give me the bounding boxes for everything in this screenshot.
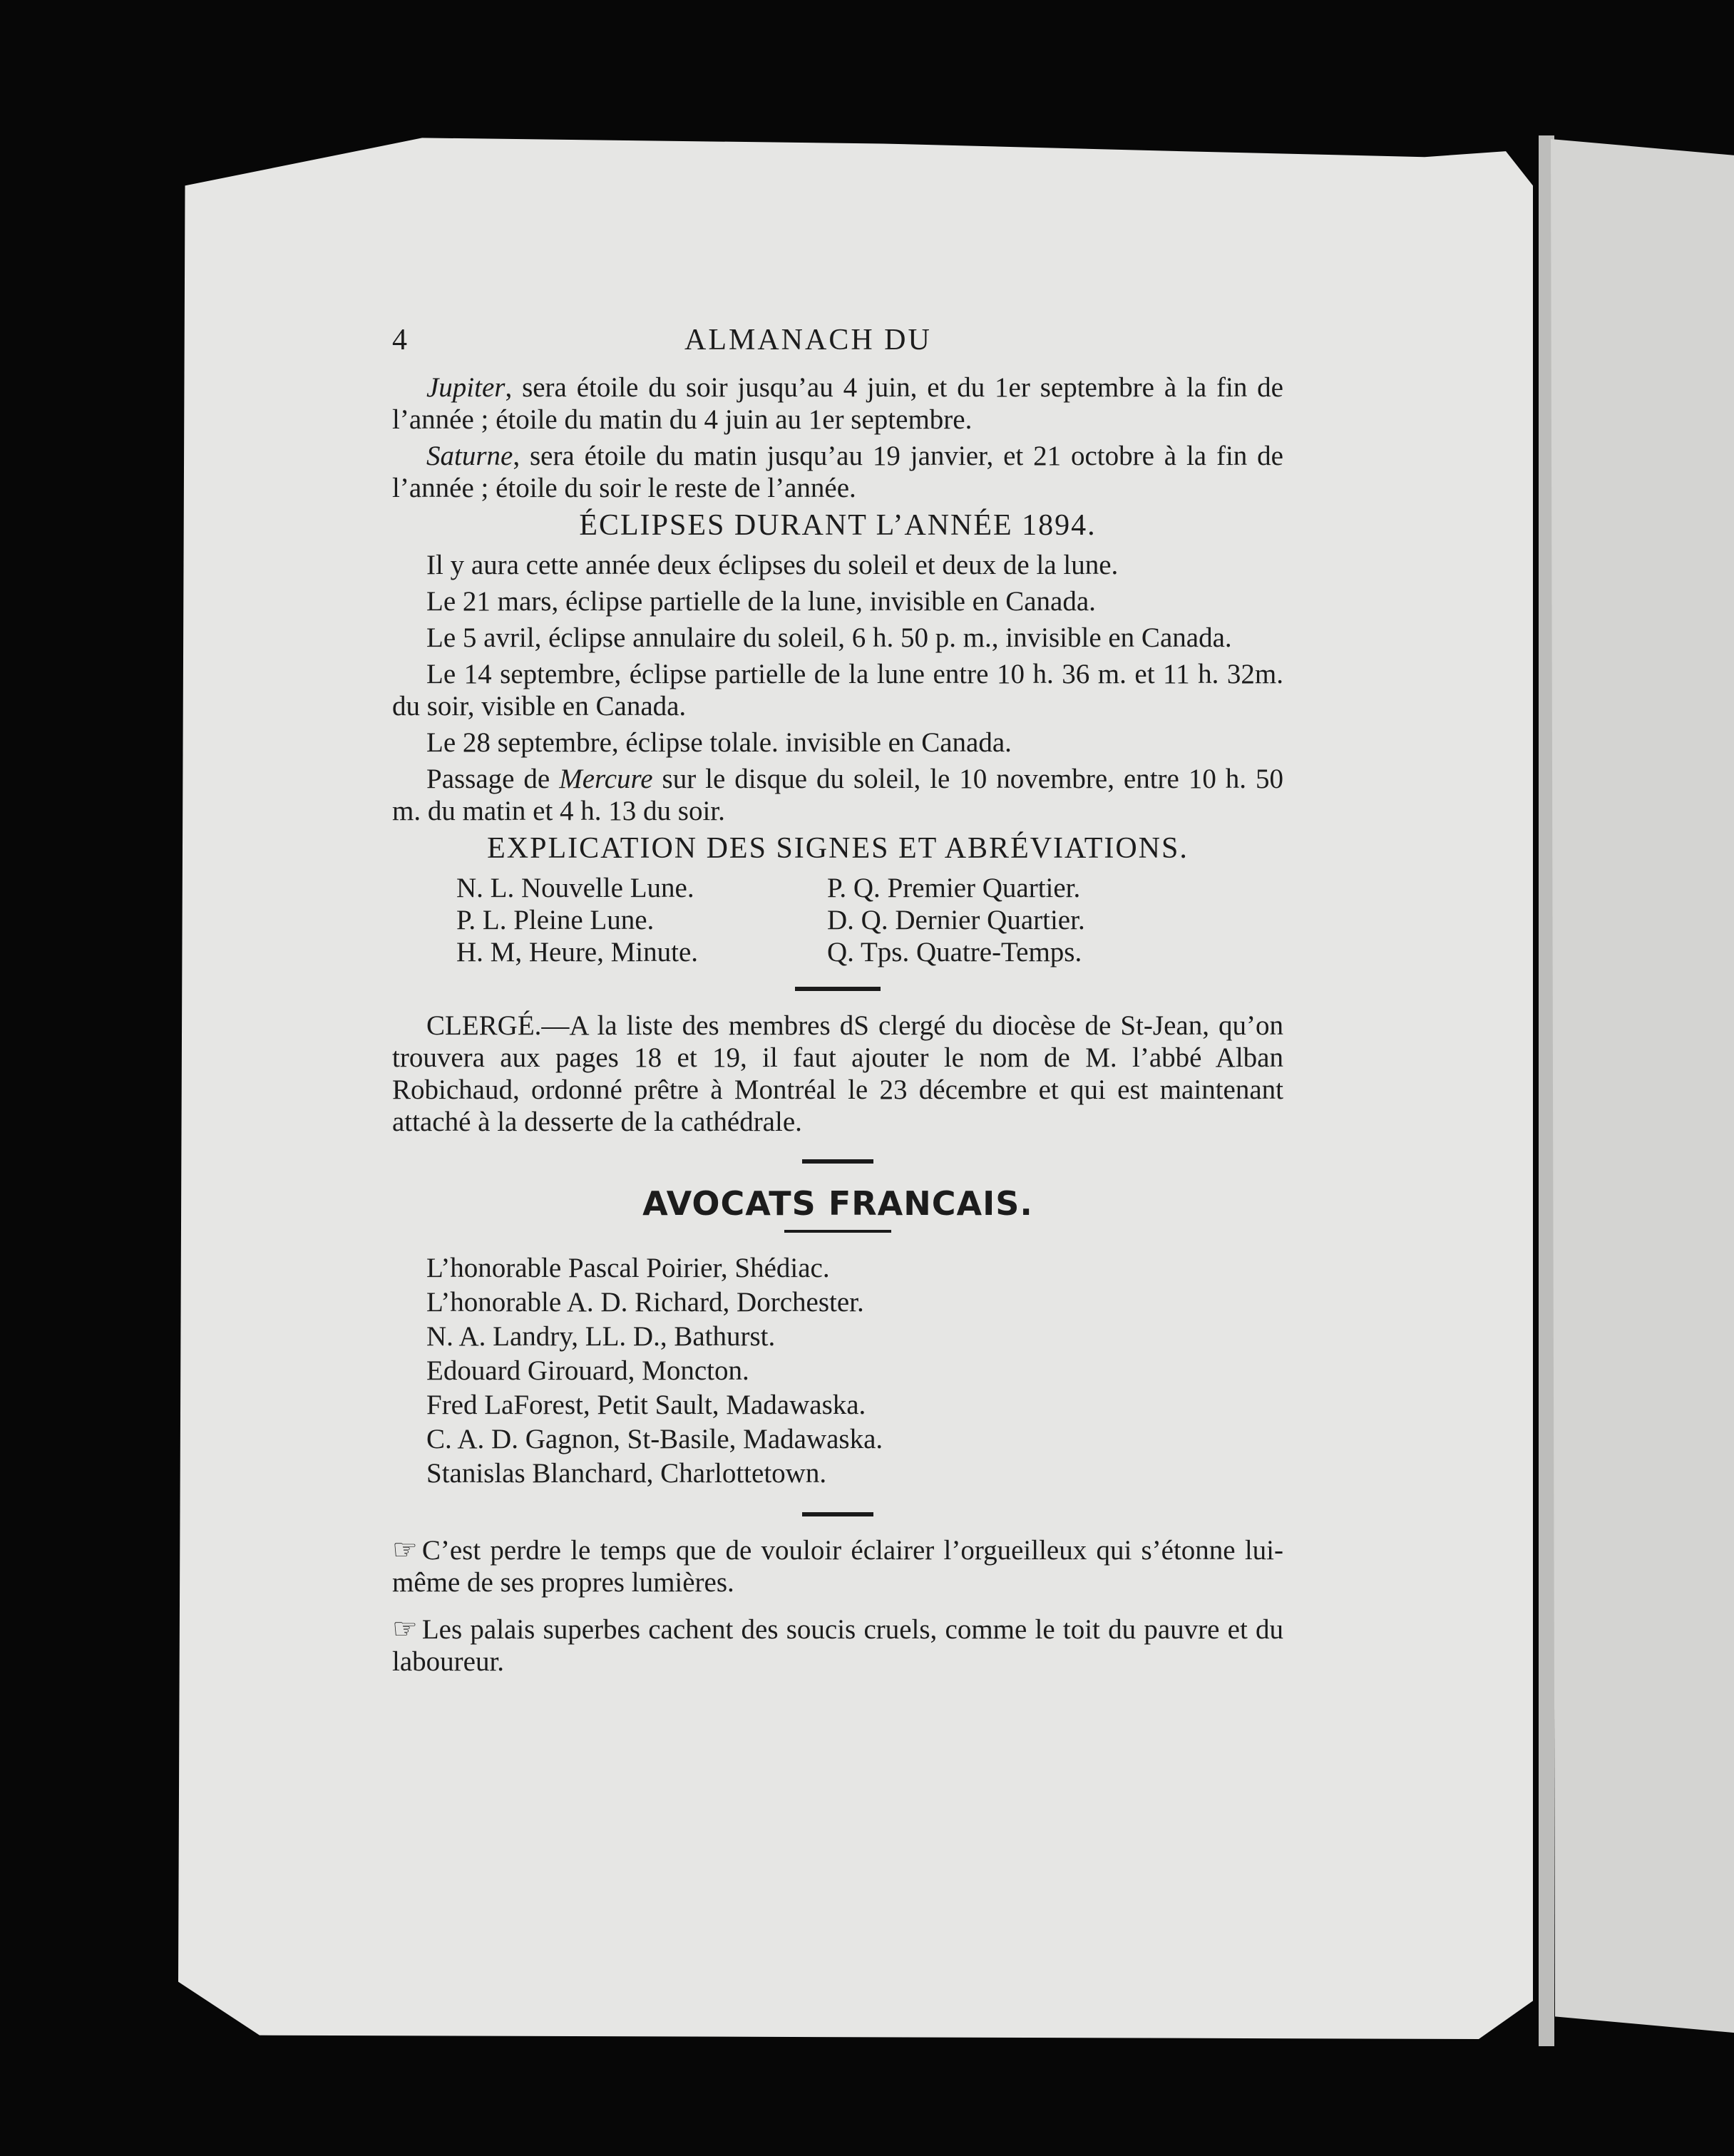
planet-text: , sera étoile du matin jusqu’au 19 janvier, et 21 octobre à la fin de l’année ; étoile du soir le reste de l’année. bbox=[392, 441, 1283, 503]
eclipse-paragraph: Le 21 mars, éclipse partielle de la lune, invisible en Canada. bbox=[426, 586, 1096, 617]
lawyer-entry: Fred LaForest, Petit Sault, Madawaska. bbox=[426, 1390, 866, 1420]
eclipse-paragraph: Le 5 avril, éclipse annulaire du soleil, 6 h. 50 p. m., invisible en Canada. bbox=[426, 622, 1232, 653]
mercury-name: Mercure bbox=[559, 764, 653, 794]
planet-jupiter bbox=[392, 371, 1283, 436]
sign-item: P. Q. Premier Quartier. bbox=[827, 873, 1081, 903]
lawyer-entry: L’honorable A. D. Richard, Dorchester. bbox=[426, 1287, 864, 1318]
planet-saturne bbox=[392, 440, 1283, 504]
lawyer-entry: N. A. Landry, LL. D., Bathurst. bbox=[426, 1321, 776, 1352]
eclipses-heading: ÉCLIPSES DURANT L’ANNÉE 1894. bbox=[579, 509, 1097, 542]
avocats-heading: AVOCATS FRANCAIS. bbox=[642, 1184, 1033, 1223]
page-content bbox=[392, 324, 1283, 1682]
signs-heading: EXPLICATION DES SIGNES ET ABRÉVIATIONS. bbox=[487, 832, 1189, 865]
sign-item: P. L. Pleine Lune. bbox=[456, 905, 655, 935]
sign-item: Q. Tps. Quatre-Temps. bbox=[827, 937, 1082, 967]
running-title: ALMANACH DU bbox=[684, 324, 932, 356]
mercury-suffix: sur le disque du soleil, le 10 novembre, entre 10 h. 50 m. du matin et 4 h. 13 du soir. bbox=[392, 764, 1283, 826]
lawyers-list bbox=[426, 1251, 1283, 1491]
lawyer-entry: L’honorable Pascal Poirier, Shédiac. bbox=[426, 1253, 830, 1283]
pointing-hand-icon: ☞ bbox=[392, 1613, 418, 1645]
section-divider bbox=[802, 1159, 873, 1164]
planet-text: , sera étoile du soir jusqu’au 4 juin, et du 1er septembre à la fin de l’année ; étoile du matin du 4 juin au 1er septembre. bbox=[392, 372, 1283, 435]
maxim-text: C’est perdre le temps que de vouloir éclairer l’orgueilleux qui s’étonne lui-même de ses propres lumières. bbox=[392, 1535, 1283, 1598]
signs-table bbox=[456, 872, 1283, 968]
eclipse-paragraph: Il y aura cette année deux éclipses du soleil et deux de la lune. bbox=[426, 550, 1119, 580]
lawyer-entry: Stanislas Blanchard, Charlottetown. bbox=[426, 1458, 827, 1489]
sign-item: D. Q. Dernier Quartier. bbox=[827, 905, 1085, 935]
lawyer-entry: Edouard Girouard, Moncton. bbox=[426, 1355, 749, 1386]
section-divider bbox=[802, 1512, 873, 1516]
mercury-paragraph bbox=[392, 763, 1283, 827]
page-number: 4 bbox=[392, 324, 409, 356]
eclipse-paragraph: Le 14 septembre, éclipse partielle de la lune entre 10 h. 36 m. et 11 h. 32m. du soir, visible en Canada. bbox=[392, 659, 1283, 722]
sign-item: H. M, Heure, Minute. bbox=[456, 937, 699, 967]
section-divider bbox=[784, 1230, 891, 1233]
mercury-prefix: Passage de bbox=[426, 764, 560, 794]
planet-name: Jupiter bbox=[426, 372, 506, 403]
lawyer-entry: C. A. D. Gagnon, St-Basile, Madawaska. bbox=[426, 1424, 883, 1454]
planet-name: Saturne bbox=[426, 441, 513, 471]
pointing-hand-icon: ☞ bbox=[392, 1534, 418, 1566]
maxim-text: Les palais superbes cachent des soucis cruels, comme le toit du pauvre et du laboureur. bbox=[392, 1614, 1283, 1677]
maxim-paragraph bbox=[392, 1613, 1283, 1678]
clerge-paragraph: CLERGÉ.—A la liste des membres dS clergé du diocèse de St-Jean, qu’on trouvera aux pages 18 et 19, il faut ajouter le nom de M. l’abbé Alban Robichaud, ordonné prêtre à Montréal le 23 décembre et qui est maintenant attaché à la desserte de la cathédrale. bbox=[392, 1010, 1283, 1137]
maxim-paragraph bbox=[392, 1534, 1283, 1598]
sign-item: N. L. Nouvelle Lune. bbox=[456, 873, 694, 903]
section-divider bbox=[795, 987, 881, 991]
eclipse-paragraph: Le 28 septembre, éclipse tolale. invisible en Canada. bbox=[426, 727, 1012, 758]
facing-page-edge bbox=[1551, 139, 1734, 2036]
running-header bbox=[392, 324, 1283, 367]
